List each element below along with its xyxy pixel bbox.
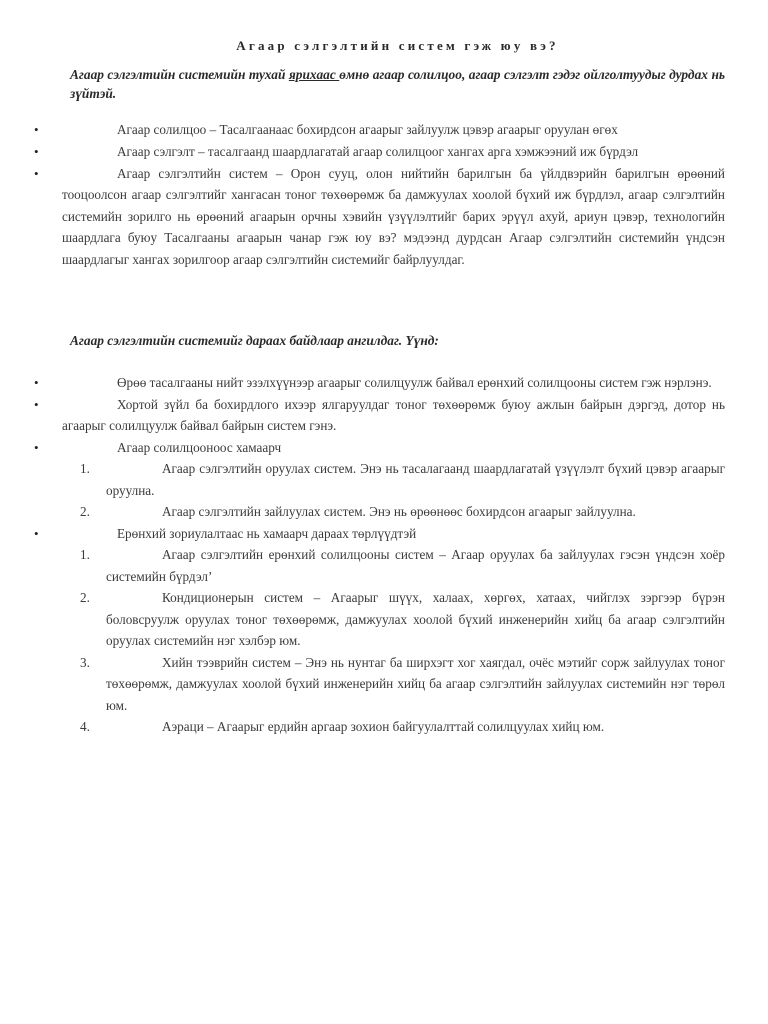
intro-text-before: Агаар сэлгэлтийн системийн тухай	[70, 67, 289, 82]
numbered-item	[0, 458, 725, 501]
list-item	[0, 523, 725, 545]
list-item	[0, 437, 725, 459]
numbered-item	[0, 716, 725, 738]
numbered-item	[0, 587, 725, 652]
bullet-marker: •	[34, 525, 39, 541]
list-item	[0, 119, 725, 141]
list-item	[0, 141, 725, 163]
intro-paragraph	[70, 65, 725, 103]
numbered-item-text: Хийн тээврийн систем – Энэ нь нунтаг ба ширхэгт хог хаягдал, очёс мэтийг сорж зайлуулах тоног төхөөрөмж, дамжуулах хоолой бүхий инженерийн хийц ба агаар сэлгэлтийн зайлуулах системийн нэг төрөл юм.	[106, 654, 725, 713]
numbered-item-text: Кондиционерын систем – Агаарыг шүүх, халаах, хөргөх, хатаах, чийглэх зэргээр бүрэн боловсруулж оруулах тоног төхөөрөмж, дамжуулах хоолой бүхий инженерийн хийц ба агаар сэлгэлтийн оруулах системийн нэг хэлбэр юм.	[106, 590, 725, 648]
numbered-item-text: Аэраци – Агаарыг ердийн аргаар зохион байгуулалттай солилцуулах хийц юм.	[162, 719, 605, 734]
list-item-text: Агаар солилцоо – Тасалгаанаас бохирдсон агаарыг зайлуулж цэвэр агаарыг оруулан өгөх	[117, 122, 618, 137]
item-number: 2.	[80, 504, 90, 519]
list-item-text: Ерөнхий зориулалтаас нь хамаарч дараах төрлүүдтэй	[117, 525, 417, 541]
list-item-text: Агаар сэлгэлт – тасалгаанд шаардлагатай агаар солилцоог хангах арга хэмжээний иж бүрдэл	[117, 144, 639, 159]
intro-underlined-word: ярихаас	[288, 67, 340, 82]
numbered-item-text: Агаар сэлгэлтийн зайлуулах систем. Энэ нь өрөөнөөс бохирдсон агаарыг зайлуулна.	[162, 504, 636, 519]
section-heading: Агаар сэлгэлтийн системийг дараах байдлаар ангилдаг. Үүнд:	[70, 333, 439, 348]
bullet-marker: •	[34, 375, 39, 390]
intro-text-after: өмнө агаар солилцоо, агаар сэлгэлт гэдэг ойлголтуудыг дурдах нь зүйтэй.	[70, 67, 725, 101]
item-number: 1.	[80, 547, 90, 562]
numbered-item	[0, 544, 725, 587]
bullet-marker: •	[34, 439, 39, 455]
list-item-text: Хортой зүйл ба бохирдлого ихээр ялгаруулдаг тоног төхөөрөмж буюу ажлын байрын дэргэд, дотор нь агаарыг солилцуулж байвал байрын систем гэнэ.	[62, 396, 725, 433]
list-item	[0, 372, 725, 394]
list-item-text: Агаар солилцооноос хамаарч	[117, 439, 282, 455]
list-item-text: Өрөө тасалгааны нийт эзэлхүүнээр агаарыг солилцуулж байвал ерөнхий солилцооны систем гэж нэрлэнэ.	[117, 375, 712, 390]
numbered-item-text: Агаар сэлгэлтийн оруулах систем. Энэ нь тасалагаанд шаардлагатай үзүүлэлт бүхий цэвэр агаарыг оруулна.	[106, 461, 725, 498]
item-number: 3.	[80, 654, 90, 670]
bullet-marker: •	[34, 396, 39, 412]
bullet-marker: •	[34, 144, 39, 159]
list-item	[0, 394, 725, 437]
item-number: 4.	[80, 719, 90, 734]
document-title: Агаар сэлгэлтийн систем гэж юу вэ?	[236, 38, 559, 53]
numbered-item	[0, 652, 725, 717]
list-item	[0, 163, 725, 271]
classification-list	[0, 372, 725, 738]
definitions-list	[0, 119, 725, 270]
list-item-text: Агаар сэлгэлтийн систем – Орон сууц, олон нийтийн барилгын ба үйлдвэрийн барилгын өрөөний тооцоолсон агаар сэлгэлтийг хангасан тоног төхөөрөмж ба дамжуулах хоолой бүхий иж бүрдлэл, агаар сэлгэлтийн системийн зорилго нь өрөөний агаарын орчны хэвийн үзүүлэлтийг барих эрүүл ахуй, ариун цэвэр, технологийн шаардлага буюу Тасалгааны агаарын чанар гэж юу вэ? мэдээнд дурдсан Агаар сэлгэлтийн системийн үндсэн шаардлагыг хангах зорилгоор агаар сэлгэлтийн системийг байрлуулдаг.	[62, 165, 725, 267]
numbered-item	[0, 501, 725, 523]
item-number: 2.	[80, 590, 90, 605]
bullet-marker: •	[34, 122, 39, 137]
bullet-marker: •	[34, 165, 39, 181]
item-number: 1.	[80, 461, 90, 476]
numbered-item-text: Агаар сэлгэлтийн ерөнхий солилцооны систем – Агаар оруулах ба зайлуулах гэсэн үндсэн хоёр системийн бүрдэл’	[106, 547, 725, 584]
